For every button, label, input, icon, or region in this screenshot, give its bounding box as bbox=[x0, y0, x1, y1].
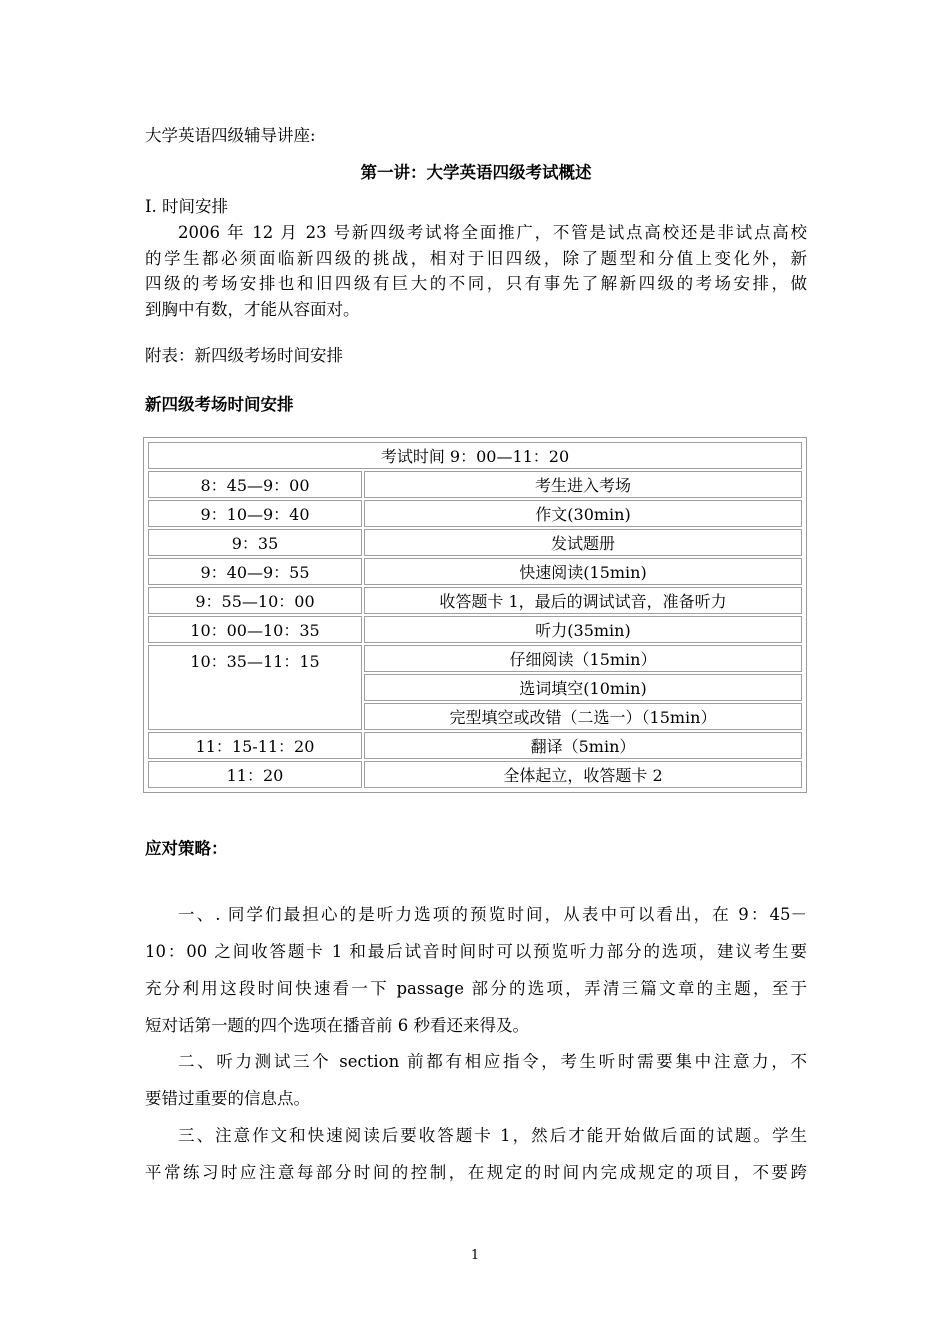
table-title: 新四级考场时间安排 bbox=[145, 395, 294, 414]
table-row bbox=[148, 500, 802, 527]
time-cell: 8：45—9：00 bbox=[148, 471, 362, 498]
paragraph-line: 2006 年 12 月 23 号新四级考试将全面推广，不管是试点高校还是非试点高校 bbox=[178, 223, 807, 242]
lecture-title: 第一讲：大学英语四级考试概述 bbox=[360, 163, 592, 182]
paragraph-line: 二、听力测试三个 section 前都有相应指令，考生听时需要集中注意力，不 bbox=[178, 1052, 807, 1071]
table-header-row bbox=[148, 442, 802, 469]
paragraph-line: 充分利用这段时间快速看一下 passage 部分的选项，弄清三篇文章的主题，至于 bbox=[145, 979, 807, 998]
item-cell: 仔细阅读（15min） bbox=[364, 645, 802, 672]
table-row bbox=[148, 558, 802, 585]
time-cell: 10：35—11：15 bbox=[148, 645, 362, 730]
table-header-cell: 考试时间 9：00—11：20 bbox=[148, 442, 802, 469]
paragraph-line: 短对话第一题的四个选项在播音前 6 秒看还来得及。 bbox=[145, 1016, 529, 1035]
item-cell: 选词填空(10min) bbox=[364, 674, 802, 701]
appendix-label: 附表：新四级考场时间安排 bbox=[145, 346, 343, 365]
paragraph-line: 四级的考场安排也和旧四级有巨大的不同，只有事先了解新四级的考场安排，做 bbox=[145, 274, 807, 293]
paragraph-line: 一、. 同学们最担心的是听力选项的预览时间，从表中可以看出，在 9：45－ bbox=[178, 905, 807, 924]
page-number: 1 bbox=[470, 1248, 480, 1263]
time-cell: 9：55—10：00 bbox=[148, 587, 362, 614]
item-cell: 发试题册 bbox=[364, 529, 802, 556]
item-cell: 考生进入考场 bbox=[364, 471, 802, 498]
table-row bbox=[148, 761, 802, 788]
time-cell: 9：35 bbox=[148, 529, 362, 556]
paragraph-line: 三、注意作文和快速阅读后要收答题卡 1，然后才能开始做后面的试题。学生 bbox=[178, 1126, 807, 1145]
item-cell: 翻译（5min） bbox=[364, 732, 802, 759]
schedule-table bbox=[143, 437, 807, 793]
time-cell: 9：40—9：55 bbox=[148, 558, 362, 585]
paragraph-line: 要错过重要的信息点。 bbox=[145, 1089, 310, 1108]
time-cell: 11：15-11：20 bbox=[148, 732, 362, 759]
item-cell: 完型填空或改错（二选一）（15min） bbox=[364, 703, 802, 730]
table-row bbox=[148, 529, 802, 556]
strategy-heading: 应对策略： bbox=[145, 839, 228, 858]
item-cell: 快速阅读(15min) bbox=[364, 558, 802, 585]
section-heading: I. 时间安排 bbox=[145, 197, 229, 216]
paragraph-line: 平常练习时应注意每部分时间的控制，在规定的时间内完成规定的项目，不要跨 bbox=[145, 1163, 807, 1182]
table-row bbox=[148, 732, 802, 759]
time-cell: 10：00—10：35 bbox=[148, 616, 362, 643]
item-cell: 全体起立，收答题卡 2 bbox=[364, 761, 802, 788]
item-cell: 收答题卡 1，最后的调试试音，准备听力 bbox=[364, 587, 802, 614]
table-row bbox=[148, 616, 802, 643]
table-row bbox=[148, 645, 802, 672]
item-cell: 听力(35min) bbox=[364, 616, 802, 643]
paragraph-line: 10：00 之间收答题卡 1 和最后试音时间时可以预览听力部分的选项，建议考生要 bbox=[145, 942, 807, 961]
time-cell: 11：20 bbox=[148, 761, 362, 788]
table-row bbox=[148, 587, 802, 614]
time-cell: 9：10—9：40 bbox=[148, 500, 362, 527]
series-title: 大学英语四级辅导讲座: bbox=[145, 126, 316, 145]
item-cell: 作文(30min) bbox=[364, 500, 802, 527]
paragraph-line: 的学生都必须面临新四级的挑战，相对于旧四级，除了题型和分值上变化外，新 bbox=[145, 249, 807, 268]
table-row bbox=[148, 471, 802, 498]
paragraph-line: 到胸中有数，才能从容面对。 bbox=[145, 300, 360, 319]
